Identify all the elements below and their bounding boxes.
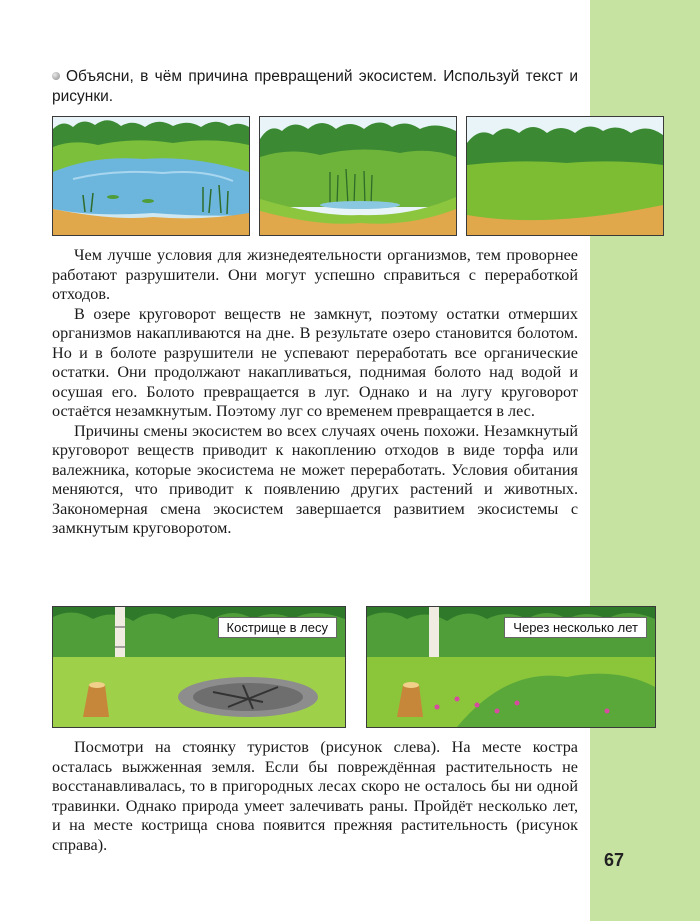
paragraph: Посмотри на стоянку туристов (рисунок слева). На месте костра осталась выжженная земля. Если бы повреждённая растительность не восстанавливалась, то в пригородных лесах скоро не осталось бы ни одной травинки. Однако природа умеет залечивать раны. Пройдёт несколько лет, и на месте кострища снова появится прежняя растительность (рисунок справа). [52,738,578,854]
main-text-2 [52,738,578,855]
page-number: 67 [604,850,625,870]
right-caption: Через несколько лет [504,617,647,638]
paragraph: Чем лучше условия для жизнедеятельности организмов, тем проворнее работают разрушители. Они могут успешно справиться с переработкой отходов. [52,246,578,303]
paragraph: Причины смены экосистем во всех случаях очень похожи. Незамкнутый круговорот веществ приводит к накоплению отходов в виде торфа или валежника, которые экосистема не может переработать. Условия обитания меняются, что приводит к появлению других растений и животных. Закономерная смена экосистем завершается развитием экосистемы с замкнутым круговоротом. [52,421,578,537]
task-text: Объясни, в чём причина превращений экосистем. Используй текст и рисунки. [52,68,578,105]
regrowth-illustration [366,606,656,728]
paragraph: В озере круговорот веществ не замкнут, поэтому остатки отмерших организмов накапливаются на дне. В результате озеро становится болотом. Но и в болоте разрушители не успевают переработать все органические остатки. Они продолжают накапливаться, поднимая болото над водой и осушая его. Болото превращается в луг. Однако и на лугу круговорот остаётся незамкнутым. Поэтому луг со временем превращается в лес. [52,304,578,420]
left-caption: Кострище в лесу [218,617,337,638]
lake-illustration [52,116,250,236]
task-question [52,67,578,107]
campfire-illustration [52,606,346,728]
meadow-illustration [466,116,664,236]
bullet-circle-icon [52,72,60,80]
main-text-1 [52,246,578,539]
swamp-illustration [259,116,457,236]
